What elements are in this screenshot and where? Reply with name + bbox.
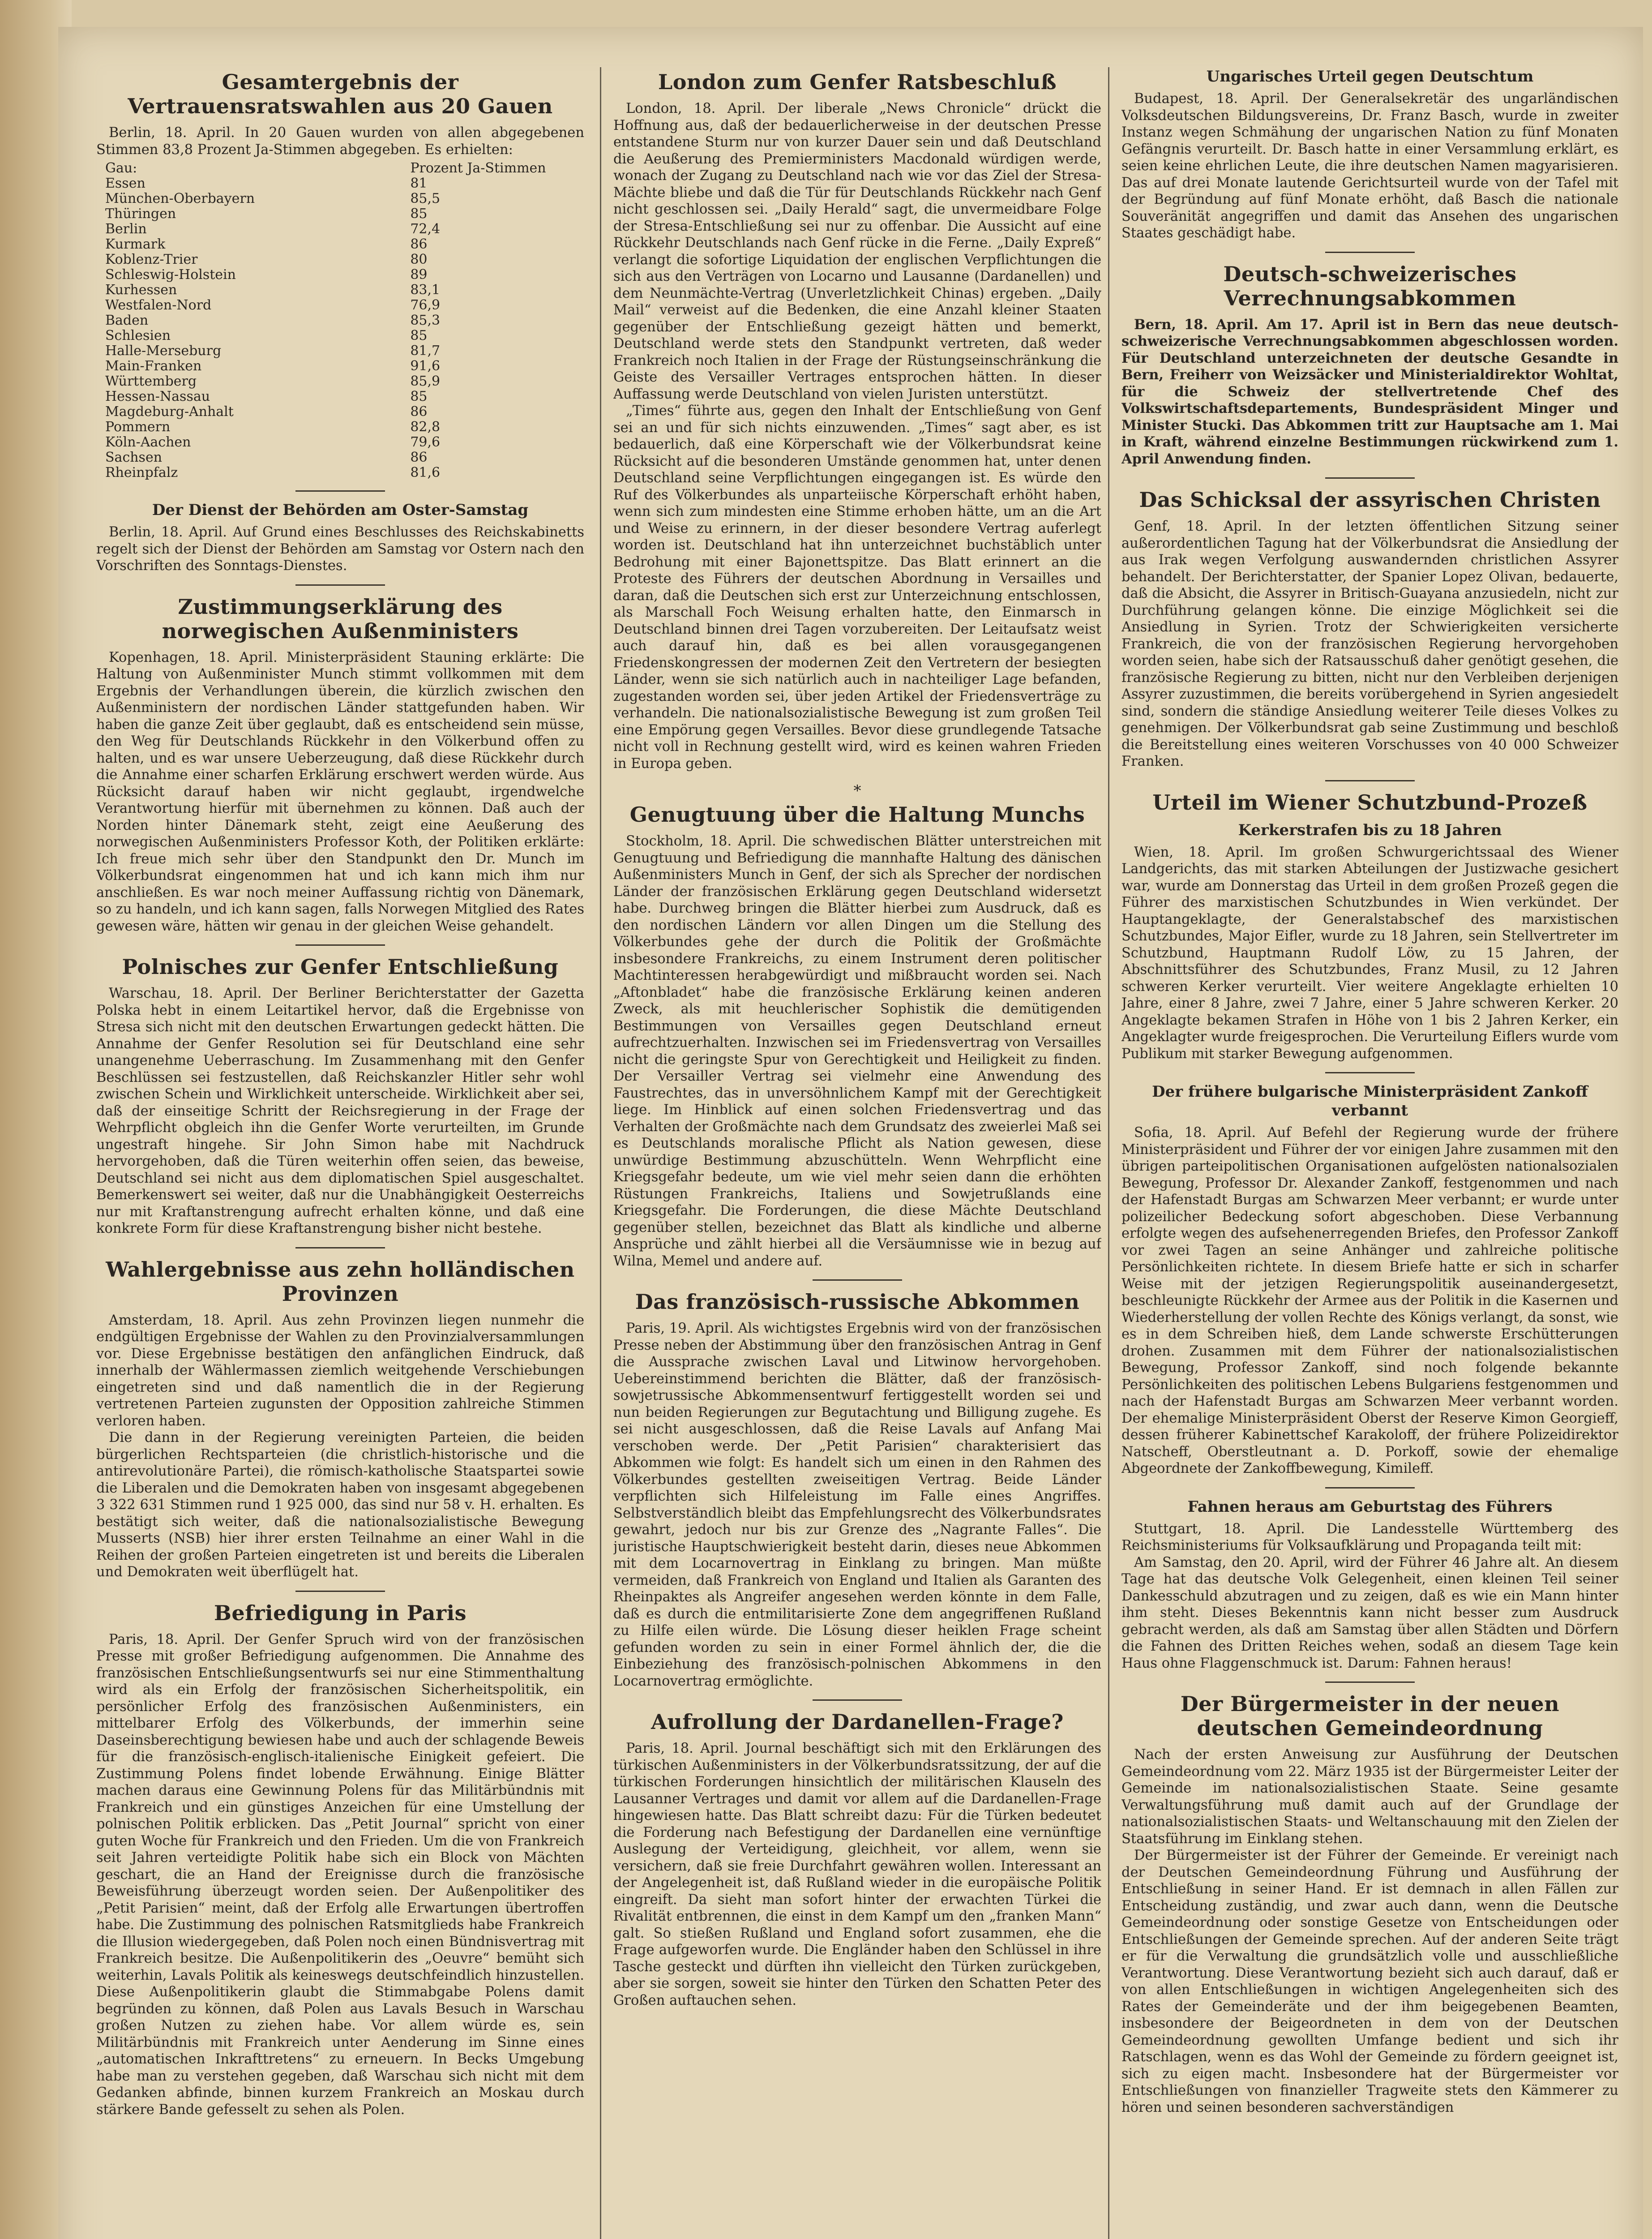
- article-headline: Der frühere bulgarische Ministerpräsident Zankoff verbannt: [1152, 1083, 1588, 1120]
- article-paris: [96, 1601, 584, 2119]
- asterisk-divider: *: [853, 782, 861, 800]
- article-subheadline: Kerkerstrafen bis zu 18 Jahren: [1238, 821, 1502, 839]
- gau-percentage: 89: [410, 267, 428, 283]
- gau-name: Koblenz-Trier: [105, 252, 198, 267]
- gau-name: Pommern: [105, 419, 171, 435]
- gau-name: Thüringen: [105, 206, 176, 222]
- gau-name: Hessen-Nassau: [105, 389, 210, 404]
- article-body: Nach der ersten Anweisung zur Ausführung der Deutschen Gemeindeordnung vom 22. März 1935 ist der Bürgermeister Leiter der Gemeinde im nationalsozialistischen Staate. Seine gesamte Verwaltungsführung muß damit auch auf der Grundlage der nationalsozialistischen Staats- und Weltanschauung mit den Zielen der Staatsführung im Einklang stehen.: [1121, 1747, 1618, 1847]
- article-schutzbund: [1121, 790, 1618, 1063]
- gau-name: Schleswig-Holstein: [105, 267, 236, 283]
- results-table: [105, 161, 569, 480]
- article-body: Budapest, 18. April. Der Generalsekretär des ungarländischen Volksdeutschen Bildungsvereins, Dr. Franz Basch, wurde in zweiter Instanz wegen Schmähung der ungarischen Nation zu fünf Monaten Gefängnis verurteilt. Dr. Basch hatte in einer Versammlung erklärt, es seien keine ehrlichen Leute, die ihre deutschen Namen magyarisieren. Das auf drei Monate lautende Gerichtsurteil wurde von der Tafel mit der Begründung auf fünf Monate erhöht, daß Basch die nationale Souveränität angegriffen und damit das Ansehen des ungarischen Staates geschädigt habe.: [1121, 91, 1618, 241]
- article-headline: Genugtuung über die Haltung Munchs: [629, 802, 1085, 827]
- results-row: [105, 343, 569, 359]
- separator-rule: [1325, 477, 1415, 479]
- article-headline: Das Schicksal der assyrischen Christen: [1139, 488, 1601, 512]
- separator-rule: [1325, 1681, 1415, 1683]
- article-body: Kopenhagen, 18. April. Ministerpräsident Stauning erklärte: Die Haltung von Außenminister Munch stimmt vollkommen mit dem Ergebnis der Verhandlungen überein, die kürzlich zwischen den Außenministern der nordischen Länder stattgefunden haben. Wir haben die ganze Zeit über geglaubt, daß es entscheidend sein müsse, den Weg für Deutschlands Rückkehr in den Völkerbund offen zu halten, und es war unsere Ueberzeugung, daß diese Rückkehr durch die Annahme einer scharfen Erklärung erschwert werden würde. Aus Rücksicht darauf haben wir nicht geglaubt, irgendwelche Verantwortung hierfür mit übernehmen zu können. Daß auch der Norden hinter Dänemark steht, zeigt eine Aeußerung des norwegischen Außenministers Professor Koth, der Politiken erklärte: Ich freue mich sehr über den Standpunkt den Dr. Munch im Völkerbundsrat eingenommen hat und ich kann mich ihm nur anschließen. Es war noch meiner Auffassung richtig von Dänemark, so zu handeln, und ich kann sagen, falls Norwegen Mitglied des Rates gewesen wäre, hätten wir genau in der gleichen Weise gehandelt.: [96, 649, 584, 934]
- article-body: Bern, 18. April. Am 17. April ist in Bern das neue deutsch-schweizerische Verrechnungsabkommen abgeschlossen worden. Für Deutschland unterzeichneten der deutsche Gesandte in Bern, Freiherr von Weizsäcker und Ministerialdirektor Wohltat, für die Schweiz der stellvertretende Chef des Volkswirtschaftsdepartements, Bundespräsident Minger und Minister Stucki. Das Abkommen tritt zur Hauptsache am 1. Mai in Kraft, während einzelne Bestimmungen rückwirkend zum 1. April Anwendung finden.: [1121, 316, 1618, 467]
- header-gau: Gau:: [105, 160, 137, 176]
- gau-percentage: 83,1: [410, 282, 441, 298]
- gau-name: Halle-Merseburg: [105, 343, 222, 359]
- gau-name: Essen: [105, 176, 146, 191]
- gau-percentage: 85,5: [410, 191, 441, 206]
- column-1: [96, 67, 584, 2239]
- gau-name: Main-Franken: [105, 358, 202, 374]
- article-dardanellen: [613, 1710, 1101, 2009]
- article-headline: Befriedigung in Paris: [214, 1600, 466, 1625]
- gau-percentage: 81: [410, 176, 428, 191]
- article-headline: Deutsch-schweizerisches Verrechnungsabkommen: [1223, 262, 1517, 310]
- gau-name: Rheinpfalz: [105, 465, 178, 480]
- results-row: [105, 389, 569, 404]
- article-dutch: [96, 1257, 584, 1581]
- gau-percentage: 82,8: [410, 419, 441, 435]
- results-row: [105, 374, 569, 389]
- article-body: Stuttgart, 18. April. Die Landesstelle Württemberg des Reichsministeriums für Volksaufklärung und Propaganda teilt mit:: [1121, 1521, 1618, 1553]
- article-vertrauensratswahlen: [96, 70, 584, 480]
- article-body: Paris, 19. April. Als wichtigstes Ergebnis wird von der französischen Presse neben der Abstimmung über den französischen Antrag in Genf die Aussprache zwischen Laval und Litwinow hervorgehoben. Uebereinstimmend berichten die Blätter, daß der französisch-sowjetrussische Abkommensentwurf fertiggestellt worden sei und nun beiden Regierungen zur Begutachtung und Billigung zugehe. Es sei nicht ausgeschlossen, daß die Reise Lavals auf Anfang Mai verschoben werde. Der „Petit Parisien“ charakterisiert das Abkommen wie folgt: Es handelt sich um einen in den Rahmen des Völkerbundes gestellten zweiseitigen Vertrag. Beide Länder verpflichten sich Hilfeleistung im Falle eines Angriffes. Selbstverständlich bleibt das Empfehlungsrecht des Völkerbundsrates gewahrt, jedoch nur bis zur Grenze des „Nagrante Falles“. Die juristische Hauptschwierigkeit besteht darin, dieses neue Abkommen mit dem Locarnovertrag in Einklang zu bringen. Man müßte vermeiden, daß Frankreich von England und Italien als Garanten des Rheinpaktes als Angreifer angesehen werden könnte in dem Falle, daß es durch die entmilitarisierte Zone dem angegriffenen Rußland zu Hilfe eilen würde. Die Lösung dieser heiklen Frage scheint gefunden worden zu sein in einer Formel ähnlich der, die die Einbeziehung des französisch-polnischen Abkommens in den Locarnovertrag ermöglichte.: [613, 1321, 1101, 1689]
- gau-percentage: 85,3: [410, 313, 441, 328]
- gau-percentage: 81,7: [410, 343, 441, 359]
- article-body: Paris, 18. April. Der Genfer Spruch wird von der französischen Presse mit großer Befriedigung aufgenommen. Die Annahme des französischen Entschließungsentwurfs sei nur eine Stimmenthaltung wird als ein Erfolg der französischen Sicherheitspolitik, ein persönlicher Erfolg des französischen Außenministers, ein mittelbarer Erfolg des Völkerbunds, der immerhin seine Daseinsberechtigung bewiesen habe und auch der schlagende Beweis für die französisch-englisch-italienische Einigkeit gefeiert. Die Zustimmung Polens findet lobende Erwähnung. Einige Blätter machen daraus eine Gewinnung Polens für das Militärbündnis mit Frankreich und ein günstiges Anzeichen für eine Umstellung der polnischen Politik erblicken. Das „Petit Journal“ spricht von einer guten Woche für Frankreich und den Frieden. Um die von Frankreich seit Jahren verteidigte Politik habe sich ein Block von Mächten geschart, die an Hand der Ereignisse durch die französische Beweisführung überzeugt worden seien. Der Außenpolitiker des „Petit Parisien“ meint, daß der Erfolg alle Erwartungen übertroffen habe. Die Zustimmung des polnischen Ratsmitglieds habe Frankreich die Illusion wiedergegeben, daß Polen noch einen Bündnisvertrag mit Frankreich besitze. Die Außenpolitikerin des „Oeuvre“ bemüht sich weiterhin, Lavals Politik als keineswegs deutschfeindlich hinzustellen. Diese Außenpolitikerin glaubt die Stimmabgabe Polens damit begründen zu können, daß Polen aus Lavals Besuch in Warschau großen Nutzen zu ziehen habe. Vor allem würde es, sein Militärbündnis mit Frankreich unter Aenderung im Sinne eines „automatischen Inkrafttretens“ zu erneuern. In Becks Umgebung habe man zu verstehen gegeben, daß Warschau sich nicht mit dem Gedanken abfinde, binnen kurzem Frankreich an Moskau durch stärkere Bande gefesselt zu sehen als Polen.: [96, 1631, 584, 2118]
- column-rule: [1108, 67, 1109, 2239]
- gau-name: Sachsen: [105, 450, 163, 465]
- article-headline: Gesamtergebnis der Vertrauensratswahlen aus 20 Gauen: [128, 70, 553, 118]
- article-zankoff: [1121, 1082, 1618, 1477]
- article-body: London, 18. April. Der liberale „News Chronicle“ drückt die Hoffnung aus, daß der bedauerlicherweise in der deutschen Presse entstandene Sturm nur von kurzer Dauer sein und daß Deutschland die Aeußerung des Premierministers Macdonald würdigen werde, wonach der Zugang zu Deutschland nach wie vor das Ziel der Stresa-Mächte bliebe und daß die Tür für Deutschlands Rückkehr nach Genf nicht geschlossen sei. „Daily Herald“ sagt, die unvermeidbare Folge der Stresa-Entschließung sei nur zu offenbar. Die Aussicht auf eine Rückkehr Deutschlands nach Genf rücke in die Ferne. „Daily Expreß“ verlangt die sofortige Liquidation der englischen Verpflichtungen die sich aus den Verträgen von Locarno und Lausanne (Dardanellen) und dem Neunmächte-Vertrag (Unverletzlichkeit Chinas) ergeben. „Daily Mail“ verweist auf die Bedenken, die eine Anzahl kleiner Staaten gegenüber der Entschließung gezeigt hätten und bemerkt, Deutschland werde stets den Standpunkt vertreten, daß weder Frankreich noch Italien in der Frage der Rüstungseinschränkung die Geiste des Versailler Vertrages entsprochen hätten. In dieser Auffassung werde Deutschland von vielen Juristen unterstützt.: [613, 101, 1101, 402]
- gau-name: Köln-Aachen: [105, 434, 191, 450]
- results-row: [105, 328, 569, 343]
- article-schweiz: [1121, 262, 1618, 468]
- results-table-header: [105, 161, 569, 176]
- results-row: [105, 252, 569, 267]
- gau-name: Schlesien: [105, 328, 171, 343]
- gau-name: Westfalen-Nord: [105, 297, 212, 313]
- separator-rule: [295, 1591, 385, 1592]
- article-russia: [613, 1290, 1101, 1690]
- article-body: „Times“ führte aus, gegen den Inhalt der Entschließung von Genf sei an und für sich nichts einzuwenden. „Times“ sagt aber, es ist bedauerlich, daß eine Körperschaft wie der Völkerbundsrat keine Rücksicht auf die besonderen Umstände genommen hat, unter denen Deutschland seine Verpflichtungen eingegangen ist. Es würde den Ruf des Völkerbundes als unparteiische Körperschaft erhöht haben, wenn sich zum mindesten eine Stimme erhoben hätte, um an die Art und Weise zu erinnern, in der dieser besondere Vertrag auferlegt worden ist. Deutschland hat ihn unterzeichnet buchstäblich unter Bedrohung mit einer Bajonettspitze. Das Blatt erinnert an die Proteste des Führers der deutschen Abordnung in Versailles und daran, daß die Deutschen sich erst zur Unterzeichnung entschlossen, als Marschall Foch Weisung erhalten hatte, den Einmarsch in Deutschland binnen drei Tagen vorzubereiten. Der Leitaufsatz weist auch darauf hin, daß es bei allen vorausgegangenen Friedenskongressen der modernen Zeit den Vertretern der besiegten Länder, wenn sie sich natürlich auch in nachteiliger Lage befanden, zugestanden worden sei, über jeden Artikel der Friedensverträge zu verhandeln. Die nationalsozialistische Bewegung ist zum großen Teil eine Empörung gegen Versailles. Bevor diese grundlegende Tatsache nicht voll in Rechnung gestellt wird, wird es keinen wahren Frieden in Europa geben.: [613, 403, 1101, 772]
- article-assyrer: [1121, 488, 1618, 770]
- gau-percentage: 80: [410, 252, 428, 267]
- gau-name: Württemberg: [105, 373, 197, 389]
- separator-rule: [295, 1247, 385, 1248]
- separator-rule: [1325, 1072, 1415, 1073]
- gau-percentage: 91,6: [410, 358, 441, 374]
- results-row: [105, 313, 569, 328]
- column-3: [1121, 67, 1618, 2239]
- article-polish: [96, 955, 584, 1237]
- gau-percentage: 76,9: [410, 297, 441, 313]
- gau-name: Magdeburg-Anhalt: [105, 404, 234, 420]
- separator-rule: [1325, 780, 1415, 781]
- column-rule: [600, 67, 601, 2239]
- article-headline: Zustimmungserklärung des norwegischen Außenministers: [162, 594, 519, 643]
- results-row: [105, 176, 569, 191]
- article-body: Paris, 18. April. Journal beschäftigt sich mit den Erklärungen des türkischen Außenministers in der Völkerbundsratssitzung, der auf die türkischen Forderungen hinsichtlich der militärischen Klauseln des Lausanner Vertrages und damit vor allem auf die Dardanellen-Frage hingewiesen hatte. Das Blatt schreibt dazu: Für die Türken bedeutet die Forderung nach Befestigung der Dardanellen eine vernünftige Auslegung der Verteidigung, gleichheit, vor allem, wenn sie versichern, daß sie freie Durchfahrt gewähren wollen. Interessant an der Angelegenheit ist, daß Rußland wieder in die europäische Politik eingreift. Da sieht man sofort hinter der erwachten Türkei die Rivalität entbrennen, die einst in dem Kampf um den „franken Mann“ galt. So stießen Rußland und England sofort zusammen, ehe die Frage aufgeworfen wurde. Die Engländer haben den Schlüssel in ihre Tasche gesteckt und dürften ihn vielleicht den Türken zurückgeben, aber sie sorgen, soweit sie hinter den Türken den Schatten Peter des Großen auftauchen sehen.: [613, 1741, 1101, 2008]
- results-row: [105, 420, 569, 435]
- separator-rule: [813, 1279, 902, 1281]
- article-headline: Ungarisches Urteil gegen Deutschtum: [1206, 68, 1534, 86]
- article-headline: London zum Genfer Ratsbeschluß: [658, 70, 1057, 94]
- results-row: [105, 435, 569, 450]
- article-london: [613, 70, 1101, 772]
- gau-percentage: 86: [410, 236, 428, 252]
- gau-percentage: 81,6: [410, 465, 441, 480]
- results-row: [105, 450, 569, 465]
- article-body: Sofia, 18. April. Auf Befehl der Regierung wurde der frühere Ministerpräsident und Führer der vor einigen Jahre zusammen mit den übrigen parteipolitischen Organisationen aufgelösten nationalsozialen Bewegung, Professor Dr. Alexander Zankoff, festgenommen und nach der Hafenstadt Burgas am Schwarzen Meer verbannt; er wurde unter polizeilicher Bedeckung sofort abgeschoben. Diese Verbannung erfolgte wegen des aufsehenerregenden Briefes, den Professor Zankoff vor zwei Tagen an seine Anhänger und zahlreiche politische Persönlichkeiten richtete. In diesem Briefe hatte er sich in scharfer Weise mit der jetzigen Regierungspolitik auseinandergesetzt, beschleunigte Rückkehr der Armee aus der Politik in die Kasernen und Wiederherstellung der vollen Rechte des Königs verlangt, da sonst, wie es in dem Schreiben hieß, dem Lande schwerste Erschütterungen drohen. Zusammen mit dem Führer der nationalsozialistischen Bewegung, Professor Zankoff, sind noch folgende bekannte Persönlichkeiten des politischen Lebens Bulgariens festgenommen und nach der Hafenstadt Burgas am Schwarzen Meer verbannt worden. Der ehemalige Ministerpräsident Oberst der Reserve Kimon Georgieff, dessen früherer Kabinettschef Karakoloff, der frühere Polizeidirektor Natscheff, Oberstleutnant a. D. Porkoff, sowie der ehemalige Abgeordnete der Zankoffbewegung, Kimileff.: [1121, 1125, 1618, 1476]
- results-row: [105, 298, 569, 313]
- results-row: [105, 191, 569, 206]
- results-row: [105, 283, 569, 298]
- gau-percentage: 86: [410, 450, 428, 465]
- article-ungarn: [1121, 67, 1618, 242]
- column-2: [613, 67, 1101, 2239]
- article-dienst: [96, 501, 584, 575]
- separator-rule: [295, 490, 385, 492]
- article-headline: Der Bürgermeister in der neuen deutschen Gemeindeordnung: [1180, 1692, 1560, 1740]
- article-body: Berlin, 18. April. Auf Grund eines Beschlusses des Reichskabinetts regelt sich der Dienst der Behörden am Samstag vor Ostern nach den Vorschriften des Sonntags-Dienstes.: [96, 524, 584, 574]
- header-pct: Prozent Ja-Stimmen: [410, 160, 546, 176]
- results-row: [105, 404, 569, 420]
- results-row: [105, 222, 569, 237]
- gau-percentage: 79,6: [410, 434, 441, 450]
- results-row: [105, 237, 569, 252]
- results-row: [105, 206, 569, 222]
- article-norway: [96, 595, 584, 935]
- article-body: Amsterdam, 18. April. Aus zehn Provinzen liegen nunmehr die endgültigen Ergebnisse der Wahlen zu den Provinzialversammlungen vor. Diese Ergebnisse bestätigen den anfänglichen Eindruck, daß innerhalb der Wählermassen ziemlich weitgehende Verschiebungen eingetreten sind und daß namentlich die in der Regierung vertretenen Parteien zugunsten der Opposition zahlreiche Stimmen verloren haben.: [96, 1312, 584, 1429]
- gau-percentage: 85: [410, 206, 428, 222]
- article-body: Genf, 18. April. In der letzten öffentlichen Sitzung seiner außerordentlichen Tagung hat der Völkerbundsrat die Ansiedlung der aus Irak wegen Verfolgung auswandernden christlichen Assyrer behandelt. Der Berichterstatter, der Spanier Lopez Olivan, bedauerte, daß die Absicht, die Assyrer in Britisch-Guayana anzusiedeln, nicht zur Durchführung gelangen könne. Die einzige Möglichkeit sei die Ansiedlung in Syrien. Trotz der Schwierigkeiten versicherte Frankreich, die von der französischen Regierung hervorgehoben worden seien, habe sich der Ratsausschuß daher genötigt gesehen, die französische Regierung zu bitten, nicht nur den Verbleiben derjenigen Assyrer zuzustimmen, die bereits vorübergehend in Syrien angesiedelt sind, sondern die ständige Ansiedlung weiterer Teile dieses Volkes zu genehmigen. Der Völkerbundsrat gab seine Zustimmung und beschloß die Bereitstellung eines weiteren Vorschusses von 40 000 Schweizer Franken.: [1121, 519, 1618, 769]
- gau-percentage: 85: [410, 389, 428, 404]
- article-body: Am Samstag, den 20. April, wird der Führer 46 Jahre alt. An diesem Tage hat das deutsche Volk Gelegenheit, einen kleinen Teil seiner Dankesschuld abzutragen und zu zeigen, daß es wie ein Mann hinter ihm steht. Dieses Bekenntnis kann nicht besser zum Ausdruck gebracht werden, als daß am Samstag über allen Städten und Dörfern die Fahnen des Dritten Reiches wehen, sodaß an diesem Tage kein Haus ohne Flaggenschmuck ist. Darum: Fahnen heraus!: [1121, 1554, 1618, 1671]
- article-body: Warschau, 18. April. Der Berliner Berichterstatter der Gazetta Polska hebt in einem Leitartikel hervor, daß die Ergebnisse von Stresa sich nicht mit den deutschen Erwartungen gedeckt hätten. Die Annahme der Genfer Resolution sei für Deutschland eine sehr unangenehme Ueberraschung. Im Zusammenhang mit den Genfer Beschlüssen sei festzustellen, daß Reichskanzler Hitler sehr wohl zwischen Schein und Wirklichkeit unterscheide. Wirklichkeit aber sei, daß der einseitige Schritt der Reichsregierung in der Frage der Wehrpflicht obgleich ihn die Genfer Worte verurteilten, im Grunde ungestraft hingehe. Sir John Simon habe mit Nachdruck hervorgehoben, daß die Türen weiterhin offen seien, das beweise, Deutschland sei nicht aus dem diplomatischen Spiel ausgeschaltet. Bemerkenswert sei weiter, daß nur die Unabhängigkeit Oesterreichs nur mit Kraftanstrengung aufrecht erhalten könne, und daß eine konkrete Form für diese Kraftanstrengung bisher nicht bestehe.: [96, 986, 584, 1236]
- gau-percentage: 85,9: [410, 373, 441, 389]
- article-headline: Aufrollung der Dardanellen-Frage?: [651, 1710, 1064, 1734]
- gau-name: Kurmark: [105, 236, 166, 252]
- separator-rule: [295, 584, 385, 586]
- article-headline: Das französisch-russische Abkommen: [635, 1290, 1080, 1314]
- gau-name: München-Oberbayern: [105, 191, 255, 206]
- gau-name: Berlin: [105, 221, 147, 237]
- gau-percentage: 85: [410, 328, 428, 343]
- gau-percentage: 86: [410, 404, 428, 420]
- separator-rule: [1325, 1487, 1415, 1488]
- article-headline: Fahnen heraus am Geburtstag des Führers: [1187, 1497, 1553, 1516]
- gau-percentage: 72,4: [410, 221, 441, 237]
- article-body: Wien, 18. April. Im großen Schwurgerichtssaal des Wiener Landgerichts, das mit starken Abteilungen der Justizwache gesichert war, wurde am Donnerstag das Urteil in dem großen Prozeß gegen die Führer des marxistischen Schutzbundes in Wien verkündet. Der Hauptangeklagte, der Generalstabschef des marxistischen Schutzbundes, Major Eifler, wurde zu 18 Jahren, sein Stellvertreter im Schutzbund, Hauptmann Rudolf Löw, zu 15 Jahren, der Abschnittsführer des Schutzbundes, Franz Musil, zu 12 Jahren schweren Kerker verurteilt. Vier weitere Angeklagte erhielten 10 Jahre, einer 8 Jahre, zwei 7 Jahre, einer 5 Jahre schweren Kerker. 20 Angeklagte bekamen Strafen in Höhe von 1 bis 2 Jahren Kerker, ein Angeklagter wurde freigesprochen. Die Verurteilung Eiflers wurde vom Publikum mit starker Bewegung aufgenommen.: [1121, 844, 1618, 1062]
- article-body: Der Bürgermeister ist der Führer der Gemeinde. Er vereinigt nach der Deutschen Gemeindeordnung Führung und Ausführung der Entschließung in seiner Hand. Er ist demnach in allen Fällen zur Entscheidung zuständig, und zwar auch dann, wenn die Deutsche Gemeindeordnung oder sonstige Gesetze von Entscheidungen oder Entschließungen der Gemeinde sprechen. Auf der anderen Seite trägt er für die Verwaltung die grundsätzlich volle und ausschließliche Verantwortung. Diese Verantwortung bezieht sich auch darauf, daß er von allen Entschließungen in wichtigen Angelegenheiten sich des Rates der Gemeinderäte und der ihm beigegebenen Beamten, insbesondere der Beigeordneten in dem von der Deutschen Gemeindeordnung gewollten Umfange bedient und sich ihr Ratschlagen, wenn es das Wohl der Gemeinde zu fördern geeignet ist, sich zu eigen macht. Insbesondere hat der Bürgermeister vor Entschließungen von finanzieller Tragweite stets den Kämmerer zu hören und seinen besonderen sachverständigen: [1121, 1848, 1618, 2115]
- article-body: Berlin, 18. April. In 20 Gauen wurden von allen abgegebenen Stimmen 83,8 Prozent Ja-Stimmen abgegeben. Es erhielten:: [96, 125, 584, 158]
- separator-rule: [1325, 252, 1415, 253]
- article-body: Die dann in der Regierung vereinigten Parteien, die beiden bürgerlichen Rechtsparteien (die christlich-historische und die antirevolutionäre Partei), die römisch-katholische Staatspartei sowie die Liberalen und die Demokraten haben von insgesamt abgegebenen 3 322 631 Stimmen rund 1 925 000, das sind nur 58 v. H. erhalten. Es bestätigt sich weiter, daß die nationalsozialistische Bewegung Musserts (NSB) hier ihrer ersten Teilnahme an einer Wahl in die Reihen der großen Parteien eingetreten ist und bereits die Liberalen und Demokraten weit überflügelt hat.: [96, 1430, 584, 1580]
- separator-rule: [295, 944, 385, 946]
- article-fahnen: [1121, 1497, 1618, 1672]
- article-headline: Urteil im Wiener Schutzbund-Prozeß: [1152, 790, 1588, 815]
- article-body: Stockholm, 18. April. Die schwedischen Blätter unterstreichen mit Genugtuung und Befriedigung die mannhafte Haltung des dänischen Außenministers Munch in Genf, der sich als Sprecher der nordischen Länder der französischen Erklärung gegen Deutschland widersetzt habe. Durchweg bringen die Blätter hierbei zum Ausdruck, daß es den nordischen Ländern vor allen Dingen um die Stellung des Völkerbundes gehe der durch die Politik der Großmächte insbesondere Frankreichs, zu einem Instrument deren politischer Machtinteressen herabgewürdigt und mißbraucht worden sei. Nach „Aftonbladet“ habe die französische Erklärung keinen anderen Zweck, als mit heuchlerischer Sophistik die demütigenden Bestimmungen von Versailles gegen Deutschland erneut aufrechtzuerhalten. Inzwischen sei im Friedensvertrag von Versailles nicht die geringste Spur von Gerechtigkeit und Heiligkeit zu finden. Der Versailler Vertrag sei vielmehr eine Anwendung des Faustrechtes, das in unversöhnlichem Kampf mit der Gerechtigkeit liege. Im Hinblick auf einen solchen Friedensvertrag und das Verhalten der Großmächte nach dem Grundsatz des zweierlei Maß sei es Deutschlands moralische Pflicht als Nation gewesen, diese unwürdige Bestimmung abzuschütteln. Wenn Wehrpflicht eine Kriegsgefahr bedeute, um wie viel mehr seien dann die erhöhten Rüstungen Frankreichs, Italiens und Sowjetrußlands eine Kriegsgefahr. Die Forderungen, die diese Mächte Deutschland gegenüber stellen, bezeichnet das Blatt als kindliche und alberne Ansprüche und zählt hierbei all die Versäumnisse wie in bezug auf Wilna, Memel und andere auf.: [613, 833, 1101, 1269]
- separator-rule: [813, 1699, 902, 1701]
- results-row: [105, 465, 569, 480]
- article-headline: Der Dienst der Behörden am Oster-Samstag: [152, 501, 529, 519]
- results-row: [105, 267, 569, 283]
- article-headline: Polnisches zur Genfer Entschließung: [122, 955, 559, 979]
- results-row: [105, 359, 569, 374]
- article-genugtuung: [613, 802, 1101, 1270]
- gau-name: Baden: [105, 313, 149, 328]
- article-headline: Wahlergebnisse aus zehn holländischen Provinzen: [106, 1257, 575, 1306]
- article-buergermeister: [1121, 1692, 1618, 2116]
- gau-name: Kurhessen: [105, 282, 177, 298]
